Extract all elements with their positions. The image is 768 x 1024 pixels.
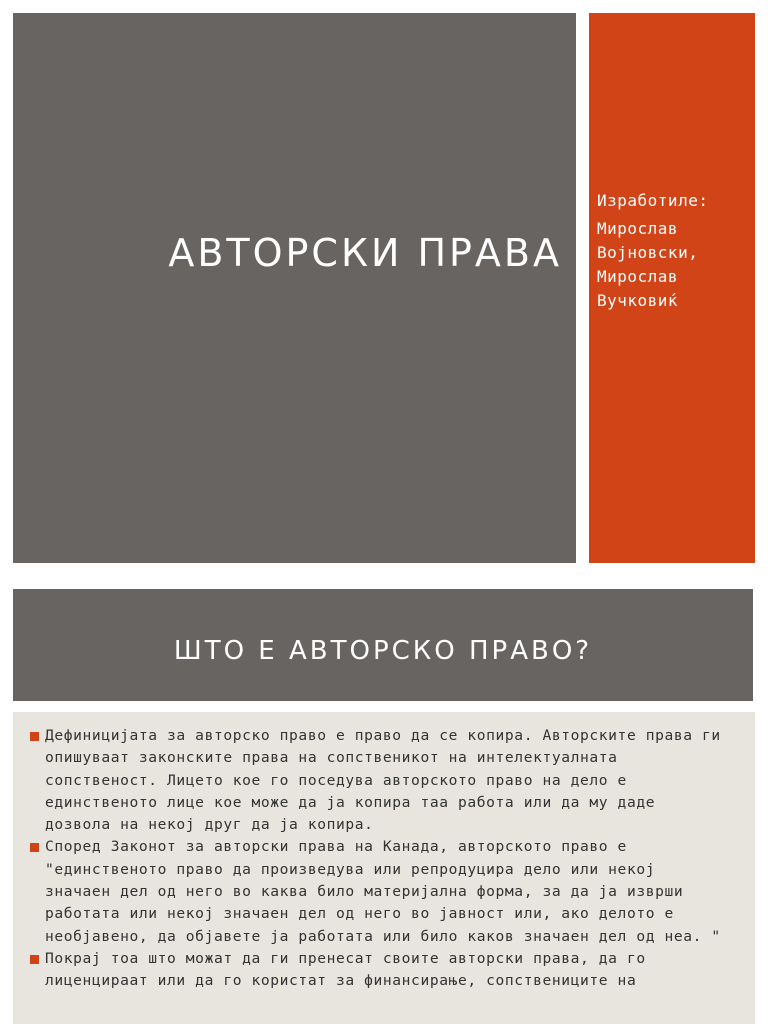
bullet-item xyxy=(45,948,723,993)
section-header xyxy=(13,589,753,701)
bullet-text: Покрај тоа што можат да ги пренесат своите авторски права, да го лиценцираат или да го користат за финансирање, сопствениците на xyxy=(45,949,646,990)
bullet-item xyxy=(45,725,723,836)
bullet-item xyxy=(45,836,723,947)
authors-block xyxy=(597,189,752,313)
author-name-line: Војновски, xyxy=(597,243,699,262)
author-name-line: Мирослав xyxy=(597,267,679,286)
title-slide-panel xyxy=(13,13,576,563)
author-name-line: Вучковиќ xyxy=(597,291,679,310)
section-body xyxy=(13,712,755,1024)
bullet-text: Според Законот за авторски права на Канада, авторското право е "единственото право да произведува или репродуцира дело или некој значаен дел од него во каква било материјална форма, за да ја изврши работата или некој значаен дел од него во јавност или, ако делото е необјавено, да објавете ја работата или било каков значаен дел од неа. " xyxy=(45,838,721,945)
section-title: ШТО Е АВТОРСКО ПРАВО? xyxy=(173,636,593,666)
authors-label: Изработиле: xyxy=(597,191,709,210)
bullet-list xyxy=(45,725,723,993)
square-bullet-icon xyxy=(30,843,39,852)
slide-title: АВТОРСКИ ПРАВА xyxy=(168,231,562,275)
square-bullet-icon xyxy=(30,955,39,964)
author-name-line: Мирослав xyxy=(597,219,679,238)
bullet-text: Дефиницијата за авторско право е право да се копира. Авторските права ги опишуваат законските права на сопственикот на интелектуалната сопственост. Лицето кое го поседува авторското право на дело е единственото лице кое може да ја копира таа работа или да му даде дозвола на некој друг да ја копира. xyxy=(45,727,721,834)
square-bullet-icon xyxy=(30,732,39,741)
authors-panel xyxy=(589,13,755,563)
